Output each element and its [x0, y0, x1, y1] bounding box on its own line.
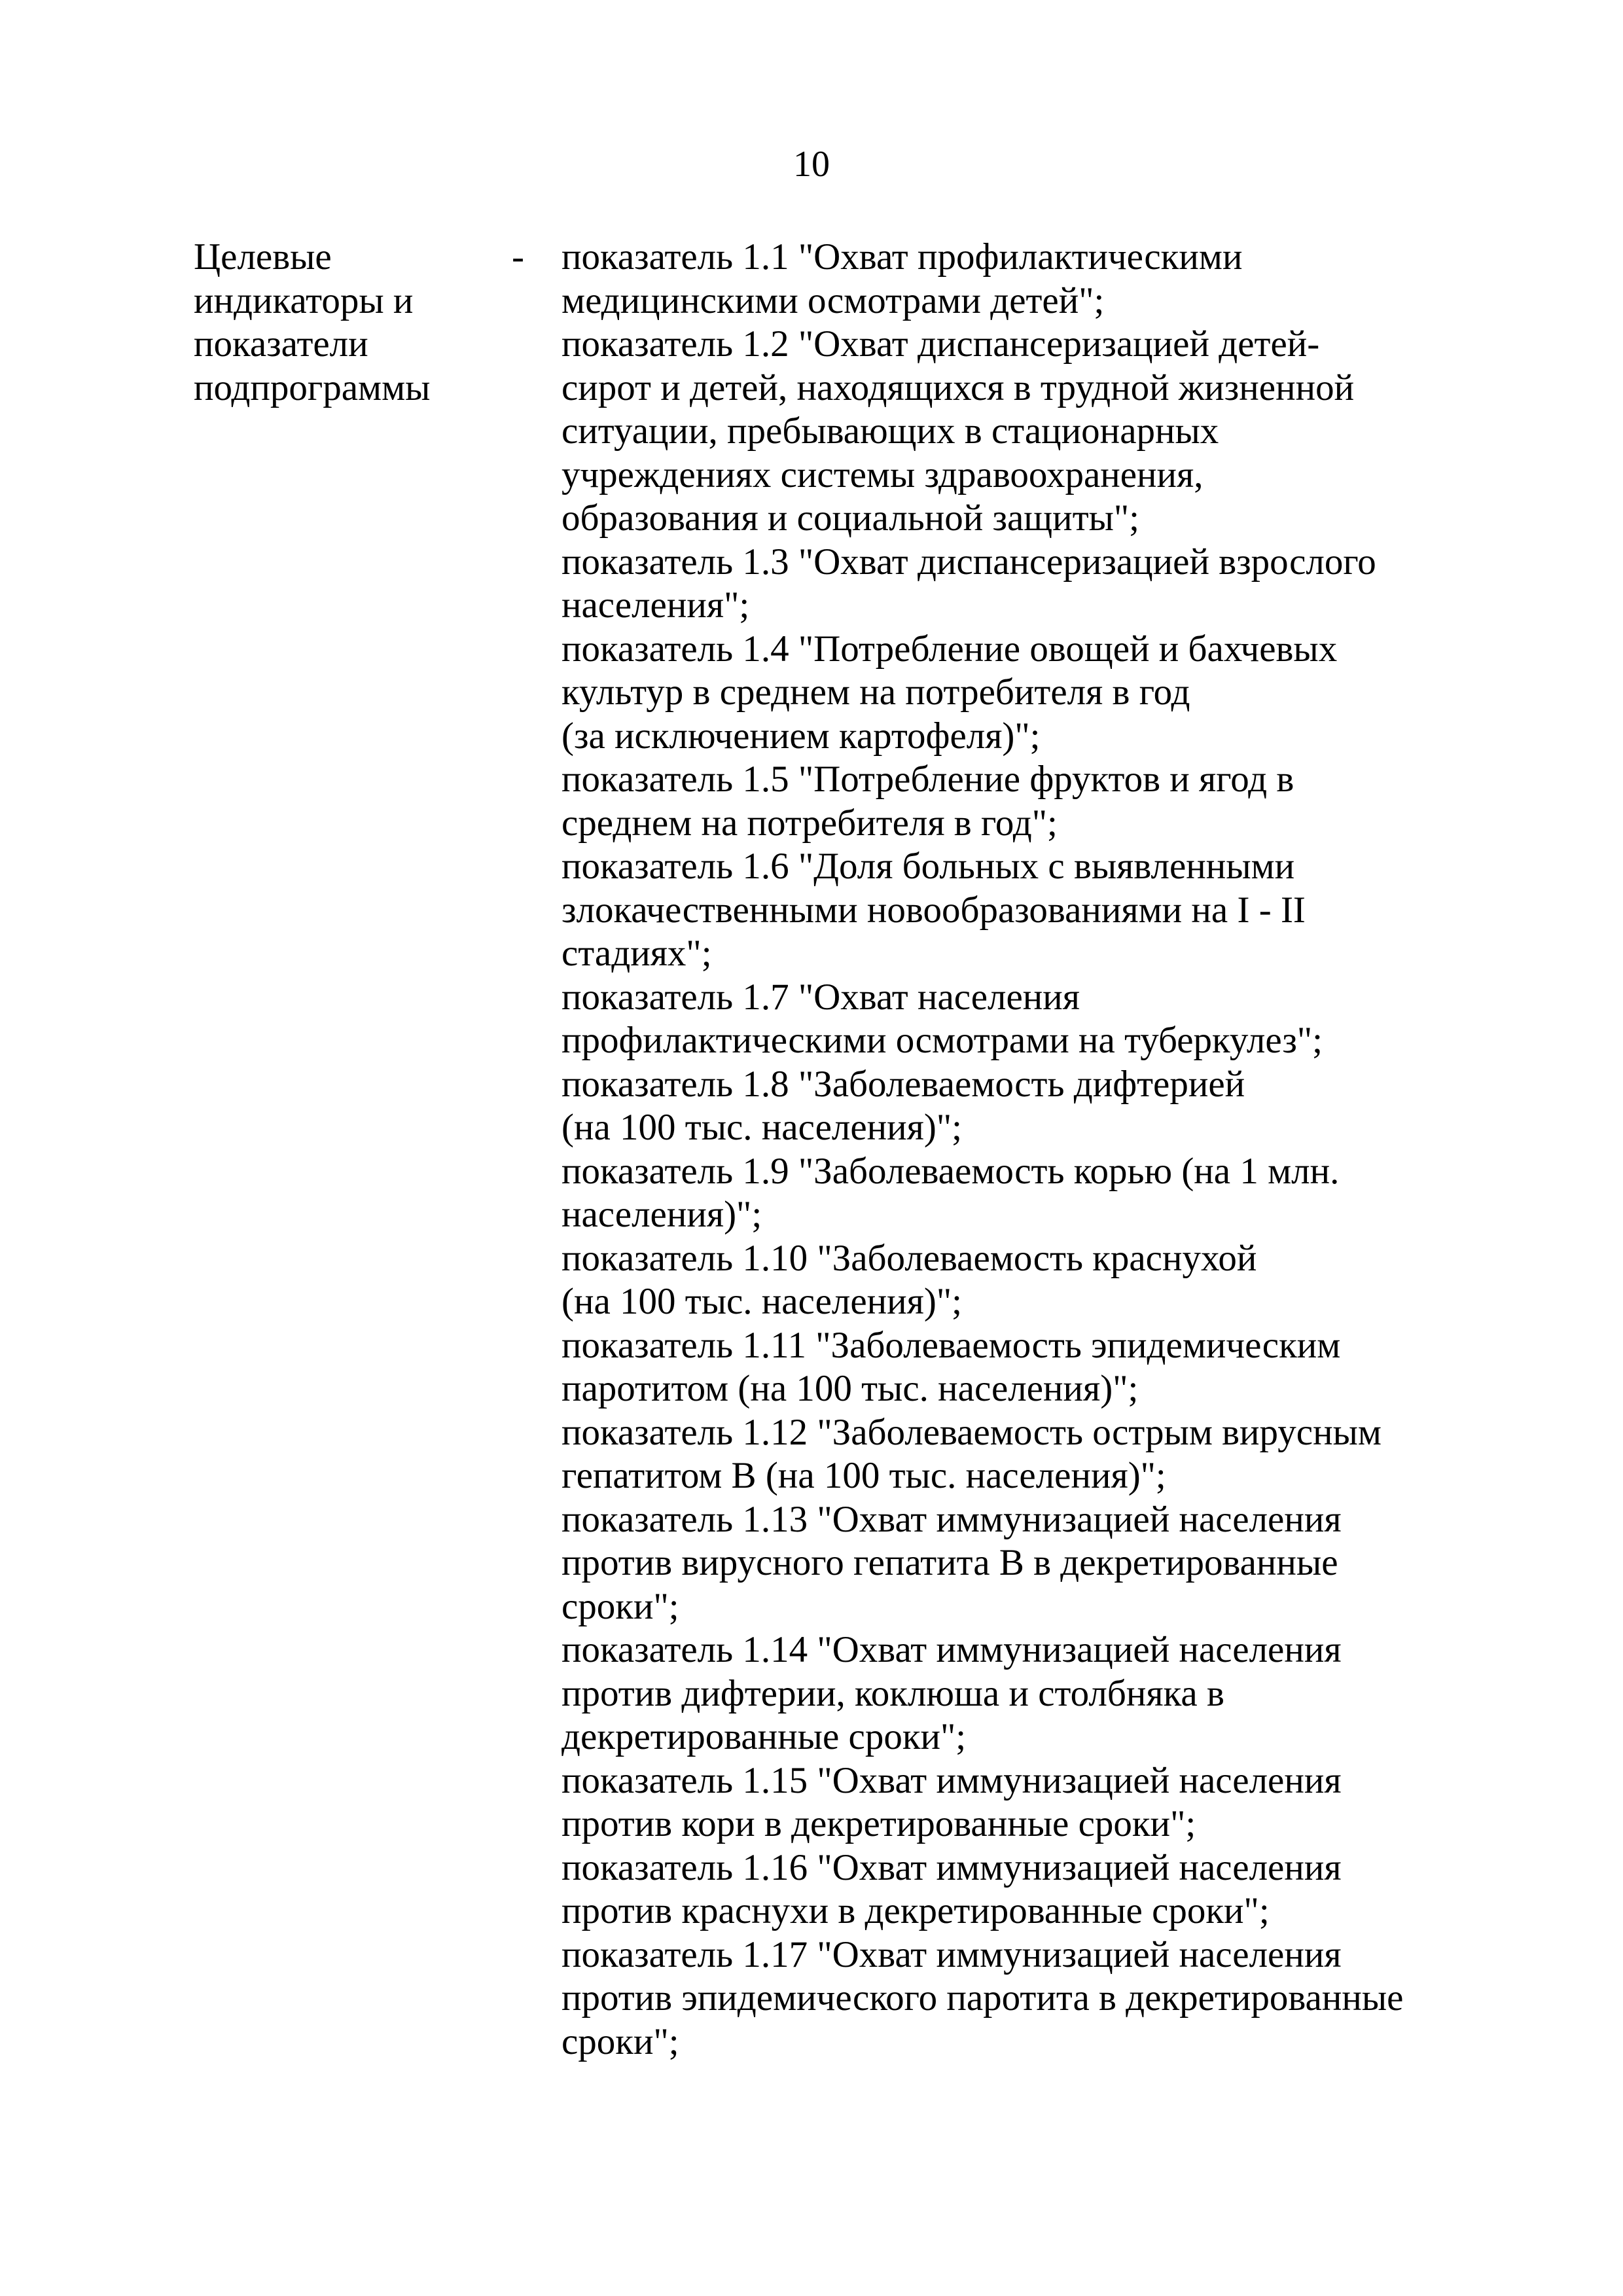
indicator-line: показатель 1.12 "Заболеваемость острым вирусным — [562, 1411, 1382, 1453]
indicator-line: показатель 1.3 "Охват диспансеризацией взрослого — [562, 541, 1376, 583]
indicator-line: против эпидемического паротита в декретированные — [562, 1977, 1404, 2018]
indicator-line: (на 100 тыс. населения)"; — [562, 1107, 962, 1148]
indicator-line: показатель 1.17 "Охват иммунизацией населения — [562, 1933, 1342, 1975]
indicator-line: (за исключением картофеля)"; — [562, 715, 1041, 757]
row-label-line: Целевые — [194, 236, 332, 278]
indicator-line: против дифтерии, коклюша и столбняка в — [562, 1672, 1224, 1714]
indicator-line: показатель 1.10 "Заболеваемость краснухой — [562, 1237, 1257, 1279]
indicator-line: учреждениях системы здравоохранения, — [562, 454, 1204, 495]
indicator-line: показатель 1.13 "Охват иммунизацией населения — [562, 1498, 1342, 1540]
indicator-line: профилактическими осмотрами на туберкулез"; — [562, 1020, 1323, 1061]
indicator-line: культур в среднем на потребителя в год — [562, 672, 1190, 713]
indicator-line: против вирусного гепатита В в декретированные — [562, 1542, 1338, 1583]
indicator-line: показатель 1.11 "Заболеваемость эпидемическим — [562, 1324, 1341, 1366]
indicator-line: показатель 1.14 "Охват иммунизацией населения — [562, 1629, 1342, 1670]
indicator-line: показатель 1.4 "Потребление овощей и бахчевых — [562, 628, 1338, 670]
indicator-line: против краснухи в декретированные сроки"; — [562, 1890, 1270, 1931]
indicator-line: показатель 1.9 "Заболеваемость корью (на 1 млн. — [562, 1150, 1340, 1192]
indicator-line: сроки"; — [562, 1585, 679, 1627]
indicator-line: показатель 1.6 "Доля больных с выявленными — [562, 846, 1295, 887]
indicator-list — [562, 236, 1491, 2064]
page-number: 10 — [793, 144, 830, 185]
indicator-line: показатель 1.2 "Охват диспансеризацией детей- — [562, 323, 1320, 365]
indicator-line: декретированные сроки"; — [562, 1716, 967, 1757]
indicator-line: злокачественными новообразованиями на I - II — [562, 889, 1306, 931]
indicator-line: против кори в декретированные сроки"; — [562, 1803, 1196, 1844]
indicator-line: показатель 1.16 "Охват иммунизацией населения — [562, 1846, 1342, 1888]
row-label-line: подпрограммы — [194, 367, 431, 408]
row-label-line: индикаторы и — [194, 279, 414, 321]
indicator-line: ситуации, пребывающих в стационарных — [562, 410, 1219, 452]
row-dash: - — [512, 236, 524, 278]
indicator-line: показатель 1.15 "Охват иммунизацией населения — [562, 1759, 1342, 1801]
indicator-line: населения"; — [562, 584, 750, 626]
indicator-line: показатель 1.7 "Охват населения — [562, 976, 1080, 1018]
indicator-line: гепатитом В (на 100 тыс. населения)"; — [562, 1455, 1166, 1496]
indicator-line: показатель 1.5 "Потребление фруктов и ягод в — [562, 759, 1294, 800]
indicator-line: сроки"; — [562, 2020, 679, 2062]
indicator-line: показатель 1.1 "Охват профилактическими — [562, 236, 1243, 278]
indicator-line: населения)"; — [562, 1194, 762, 1235]
indicator-line: медицинскими осмотрами детей"; — [562, 279, 1105, 321]
indicator-line: среднем на потребителя в год"; — [562, 802, 1058, 844]
indicator-line: образования и социальной защиты"; — [562, 497, 1139, 539]
row-label-line: показатели — [194, 323, 368, 365]
indicator-line: сирот и детей, находящихся в трудной жизненной — [562, 367, 1355, 408]
indicator-line: (на 100 тыс. населения)"; — [562, 1281, 962, 1322]
indicator-line: показатель 1.8 "Заболеваемость дифтерией — [562, 1063, 1245, 1105]
indicator-line: паротитом (на 100 тыс. населения)"; — [562, 1368, 1139, 1409]
indicator-line: стадиях"; — [562, 933, 712, 974]
row-label — [194, 236, 495, 410]
